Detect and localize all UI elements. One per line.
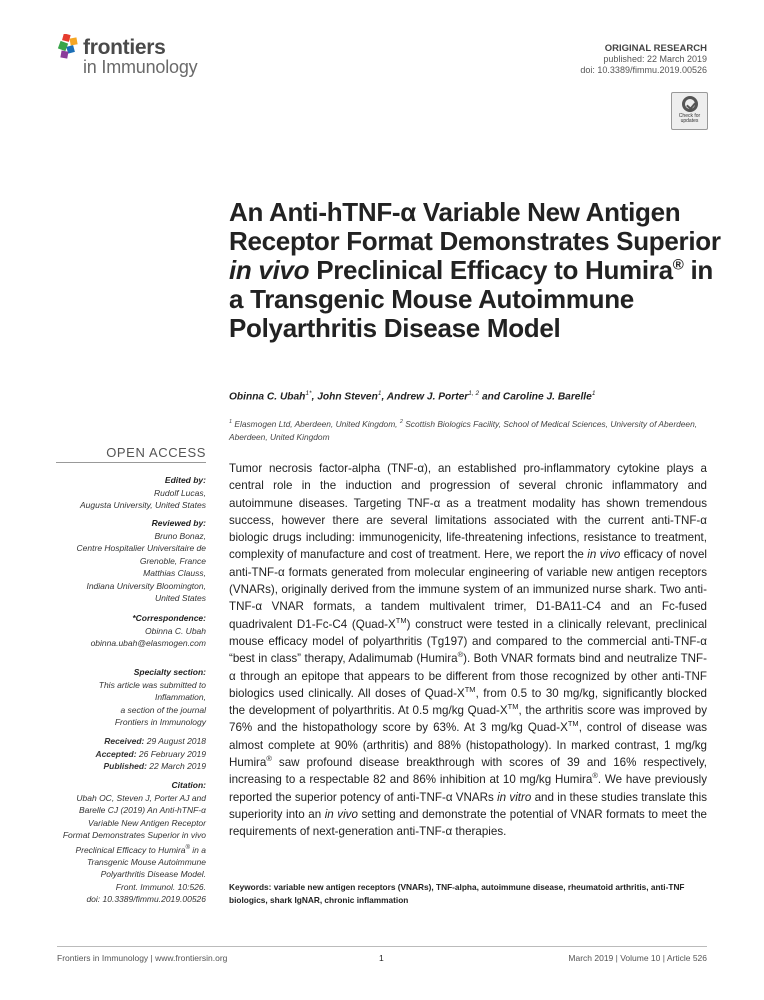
citation-section: Citation: Ubah OC, Steven J, Porter AJ and Barelle CJ (2019) An Anti-hTNF-α Variable New Antigen Receptor Format Demonstrates Superior in vivo Preclinical Efficacy to Humira® in a Transgenic Mouse Autoimmune Polyarthritis Disease Model. Front. Immunol. 10:526. doi: 10.3389/fimmu.2019.00526 bbox=[40, 779, 206, 906]
article-title: An Anti-hTNF-α Variable New Antigen Receptor Format Demonstrates Superior in vivo Preclinical Efficacy to Humira® in a Transgenic Mouse Autoimmune Polyarthritis Disease Model bbox=[229, 197, 721, 343]
footer-issue-info: March 2019 | Volume 10 | Article 526 bbox=[568, 953, 707, 963]
divider bbox=[56, 462, 206, 463]
edited-by-section: Edited by: Rudolf Lucas, Augusta University, United States bbox=[80, 475, 206, 510]
article-type: ORIGINAL RESEARCH bbox=[604, 43, 707, 54]
specialty-section: Specialty section: This article was submitted to Inflammation, a section of the journal Frontiers in Immunology bbox=[98, 667, 206, 727]
journal-logo-text[interactable]: frontiers bbox=[83, 36, 166, 59]
correspondence-email[interactable]: obinna.ubah@elasmogen.com bbox=[90, 638, 206, 648]
footer-divider bbox=[57, 946, 707, 947]
author-list: Obinna C. Ubah$^{1*}$, John Steven$^1$, Andrew J. Porter$^{1, 2}$ and Caroline J. Barelle$^1$ bbox=[229, 390, 596, 403]
keywords: Keywords: variable new antigen receptors (VNARs), TNF-alpha, autoimmune disease, rheumatoid arthritis, anti-TNF biologics, shark IgNAR, chronic inflammation bbox=[229, 882, 685, 905]
author-link[interactable]: Andrew J. Porter bbox=[386, 391, 469, 403]
doi-link[interactable]: doi: 10.3389/fimmu.2019.00526 bbox=[580, 65, 707, 75]
author-link[interactable]: John Steven bbox=[317, 391, 378, 403]
abstract-text: Tumor necrosis factor-alpha (TNF-α), an established pro-inflammatory cytokine plays a central role in the induction and progression of several chronic inflammatory and autoimmune diseases. Targeting TNF-α as a treatment modality has shown tremendous success, however there are several limitations associated with the current anti-TNF-α biologic drugs including: immunogenicity, life-threatening infections, resistance to treatment, complexity of manufacture and cost of treatment. Here, we report the in vivo efficacy of novel anti-TNF-α formats generated from molecular engineering of variable new antigen receptors (VNARs), originally derived from the immune system of an immunized nurse shark. Two anti-TNF-α VNAR formats, a tandem multivalent trimer, D1-BA11-C4 and an Fc-fused quadrivalent D1-Fc-C4 (Quad-X™) construct were tested in a clinically relevant, preclinical mouse efficacy model of polyarthritis (Tg197) and compared to the commercial anti-TNF-α “best in class” therapy, Adalimumab (Humira®). Both VNAR formats bind and neutralize TNF-α through an epitope that appears to be different from those recognized by other anti-TNF biologics used clinically. All doses of Quad-X™, from 0.5 to 30 mg/kg, significantly blocked the development of polyarthritis. At 0.5 mg/kg Quad-X™, the arthritis score was improved by 76% and the histopathology score by 63%. At 3 mg/kg Quad-X™, control of disease was almost complete at 90% (arthritis) and 88% (histopathology). In marked contrast, 1 mg/kg Humira® saw profound disease breakthrough with scores of 39 and 16% respectively, increasing to a respectable 82 and 86% inhibition at 10 mg/kg Humira®. We have previously reported the superior potency of anti-TNF-α VNARs in vitro and in these studies translate this superiority into an in vivo setting and demonstrate the potential of VNAR formats to meet the requirements of next-generation anti-TNF-α therapies. bbox=[229, 462, 707, 839]
citation-doi[interactable]: doi: 10.3389/fimmu.2019.00526 bbox=[86, 894, 206, 905]
journal-logo-subtext[interactable]: in Immunology bbox=[83, 57, 198, 77]
page-number: 1 bbox=[379, 953, 384, 963]
check-icon bbox=[682, 96, 698, 112]
article-header-info bbox=[580, 43, 707, 76]
published-date: published: 22 March 2019 bbox=[603, 54, 707, 64]
author-link[interactable]: Obinna C. Ubah bbox=[229, 391, 306, 403]
dates-section: Received: 29 August 2018 Accepted: 26 February 2019 Published: 22 March 2019 bbox=[95, 736, 206, 771]
author-link[interactable]: Caroline J. Barelle bbox=[502, 391, 592, 403]
frontiers-logo-icon bbox=[57, 34, 81, 65]
footer-journal-link[interactable]: Frontiers in Immunology | www.frontiersin.org bbox=[57, 953, 228, 963]
check-updates-label: Check for updates bbox=[678, 113, 701, 124]
open-access-label: OPEN ACCESS bbox=[106, 445, 206, 460]
check-for-updates-button[interactable] bbox=[671, 92, 708, 130]
correspondence-section: *Correspondence: Obinna C. Ubah obinna.ubah@elasmogen.com bbox=[40, 612, 206, 650]
affiliations: $^1$ Elasmogen Ltd, Aberdeen, United Kingdom, $^2$ Scottish Biologics Facility, School of Medical Sciences, University of Aberdeen, Aberdeen, United Kingdom bbox=[229, 418, 698, 442]
reviewed-by-section: Reviewed by: Bruno Bonaz, Centre Hospitalier Universitaire de Grenoble, France Matthias Clauss, Indiana University Bloomington, United States bbox=[76, 518, 206, 603]
